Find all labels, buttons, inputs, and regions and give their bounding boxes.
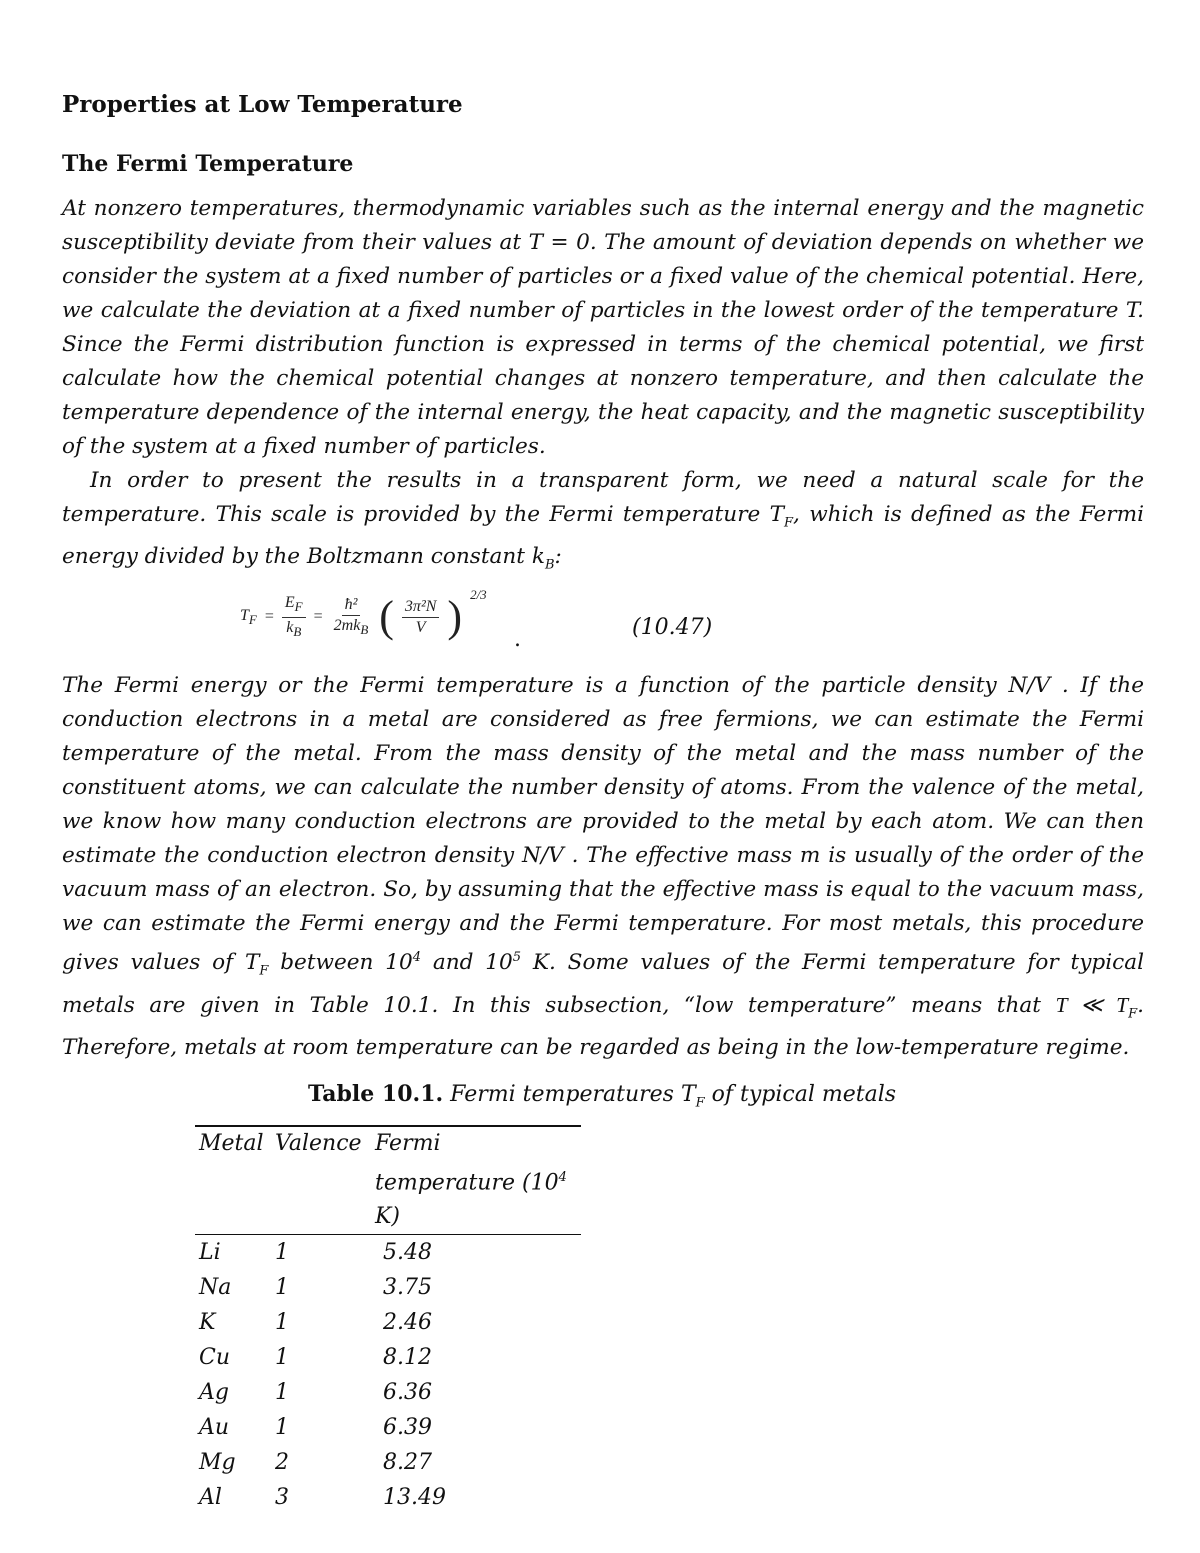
cell-metal: Au — [199, 1415, 230, 1441]
paragraph-fermi-scale: In order to present the results in a transparent form, we need a natural scale for the temperature. This scale is provided by the Fermi temperature $T_F$, which is defined as the Fermi energy divided by the Boltzmann constant $k_B$: — [62, 468, 1145, 573]
cell-metal: Li — [199, 1240, 221, 1266]
cell-metal: K — [199, 1310, 216, 1336]
cell-fermi-temperature: 3.75 — [383, 1275, 432, 1301]
table-caption: Table 10.1. Fermi temperatures $T_F$ of typical metals — [308, 1081, 897, 1111]
cell-fermi-temperature: 6.39 — [383, 1415, 432, 1441]
header-valence: Valence — [275, 1130, 362, 1156]
cell-metal: Al — [199, 1485, 222, 1511]
table-row — [195, 1340, 581, 1375]
cell-fermi-temperature: 6.36 — [383, 1380, 432, 1406]
section-heading: Properties at Low Temperature — [62, 91, 463, 118]
cell-valence: 1 — [275, 1275, 289, 1301]
equation-10-47: $T_F$ = $\frac{E_F}{k_B}$ = $\frac{\text{ħ²}}{2mk_B}$ ( $\frac{\text{3π²N}}{V}$ ) 2/3 . (10.47) — [240, 587, 713, 652]
fermi-temperature-table — [195, 1125, 581, 1515]
cell-valence: 1 — [275, 1380, 289, 1406]
equation-number: (10.47) — [632, 614, 713, 640]
table-row — [195, 1480, 581, 1515]
fraction-density: $\frac{\text{3π²N}}{V}$ — [402, 597, 439, 638]
equation-exponent: 2/3 — [470, 587, 487, 603]
cell-metal: Mg — [199, 1450, 236, 1476]
table-row — [195, 1270, 581, 1305]
table-header-row — [195, 1126, 581, 1235]
table-row — [195, 1445, 581, 1480]
header-metal: Metal — [199, 1130, 264, 1156]
cell-valence: 1 — [275, 1345, 289, 1371]
cell-fermi-temperature: 8.27 — [383, 1450, 432, 1476]
cell-fermi-temperature: 8.12 — [383, 1345, 432, 1371]
subsection-heading: The Fermi Temperature — [62, 151, 354, 177]
cell-valence: 2 — [275, 1450, 289, 1476]
paragraph-intro: At nonzero temperatures, thermodynamic variables such as the internal energy and the magnetic susceptibility deviate from their values at T = 0. The amount of deviation depends on whether we consider the system at a fixed number of particles or a fixed value of the chemical potential. Here, we calculate the deviation at a fixed number of particles in the lowest order of the temperature T. Since the Fermi distribution function is expressed in terms of the chemical potential, we first calculate how the chemical potential changes at nonzero temperature, and then calculate the temperature dependence of the internal energy, the heat capacity, and the magnetic susceptibility of the system at a fixed number of particles. — [62, 196, 1144, 459]
fraction-hbar-over-2mkb: $\frac{\text{ħ²}}{2mk_B}$ — [333, 595, 369, 637]
cell-metal: Ag — [199, 1380, 229, 1406]
fermi-temperature-formula: $T_F$ = $\frac{E_F}{k_B}$ = $\frac{\text{ħ²}}{2mk_B}$ ( $\frac{\text{3π²N}}{V}$ ) 2/3 — [240, 587, 487, 642]
table-row — [195, 1235, 581, 1271]
cell-valence: 1 — [275, 1240, 289, 1266]
fraction-energy-over-kb: $\frac{E_F}{k_B}$ — [282, 593, 306, 642]
cell-metal: Na — [199, 1275, 232, 1301]
cell-valence: 3 — [275, 1485, 289, 1511]
table-row — [195, 1410, 581, 1445]
cell-valence: 1 — [275, 1310, 289, 1336]
cell-valence: 1 — [275, 1415, 289, 1441]
paragraph-fermi-estimate: The Fermi energy or the Fermi temperature is a function of the particle density N/V . If the conduction electrons in a metal are considered as free fermions, we can estimate the Fermi temperature of the metal. From the mass density of the metal and the mass number of the constituent atoms, we can calculate the number density of atoms. From the valence of the metal, we know how many conduction electrons are provided to the metal by each atom. We can then estimate the conduction electron density N/V . The effective mass m is usually of the order of the vacuum mass of an electron. So, by assuming that the effective mass is equal to the vacuum mass, we can estimate the Fermi energy and the Fermi temperature. For most metals, this procedure gives values of $T_F$ between $10^4$ and $10^5$ K. Some values of the Fermi temperature for typical metals are given in Table 10.1. In this subsection, “low temperature” means that T ≪ $T_F$. Therefore, metals at room temperature can be regarded as being in the low-temperature regime. — [62, 672, 1144, 1061]
cell-fermi-temperature: 13.49 — [383, 1485, 446, 1511]
header-fermi-temperature: Fermi temperature ($10^4$ K) — [375, 1130, 567, 1230]
table-row — [195, 1305, 581, 1340]
cell-metal: Cu — [199, 1345, 231, 1371]
cell-fermi-temperature: 2.46 — [383, 1310, 432, 1336]
table-row — [195, 1375, 581, 1410]
cell-fermi-temperature: 5.48 — [383, 1240, 432, 1266]
document-page — [62, 88, 1144, 1515]
